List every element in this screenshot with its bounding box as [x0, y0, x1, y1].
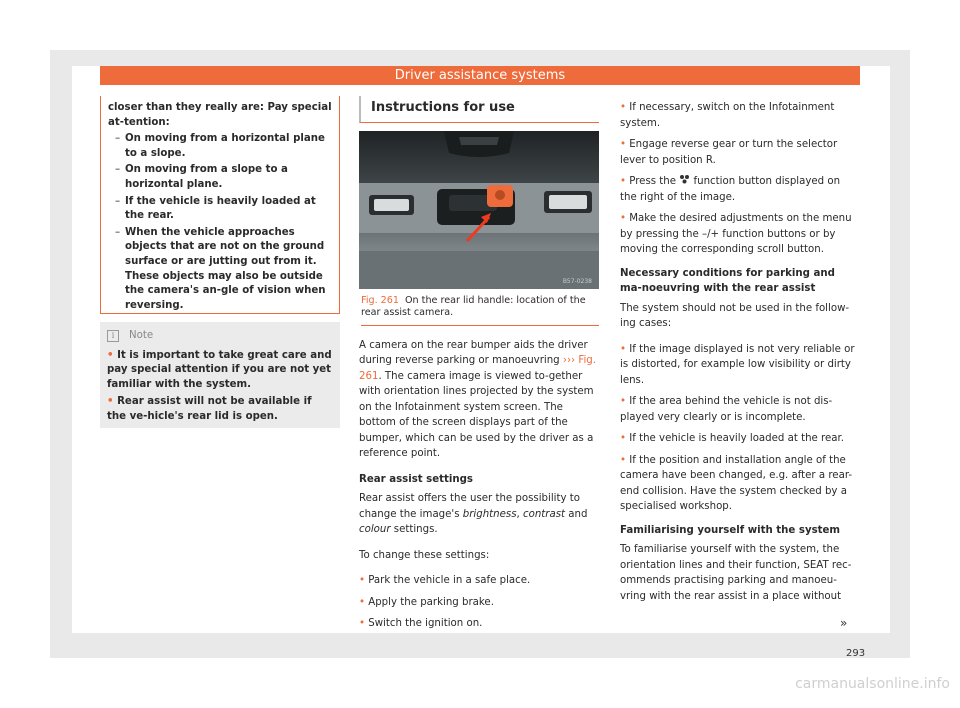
note-box — [100, 322, 340, 428]
familiarise-heading: Familiarising yourself with the system — [620, 524, 841, 536]
condition-text: If the vehicle is heavily loaded at the rear. — [629, 433, 845, 444]
rear-lid-figure — [359, 131, 599, 289]
step-item — [620, 211, 858, 258]
continue-mark: » — [840, 616, 848, 630]
bullet-icon: • — [620, 139, 630, 150]
condition-item — [620, 431, 858, 447]
bullet-icon: • — [620, 343, 630, 355]
term-contrast: contrast — [523, 508, 566, 520]
bullet-icon: • — [107, 349, 118, 361]
paragraph-text: , — [516, 508, 523, 520]
conditions-intro: The system should not be used in the follow-ing cases: — [620, 302, 850, 329]
bullet-icon: • — [359, 618, 369, 629]
column-3 — [620, 100, 858, 614]
condition-item — [620, 394, 858, 425]
step-text: Engage reverse gear or turn the selector lever to position R. — [620, 139, 838, 166]
step-text: If necessary, switch on the Infotainment system. — [620, 102, 835, 129]
info-icon: i — [107, 330, 119, 342]
note-header — [107, 329, 333, 344]
condition-item — [620, 453, 858, 515]
step-text: function button displayed on the right of the image. — [620, 176, 841, 203]
step-item — [620, 100, 858, 131]
warning-item: – On moving from a horizontal plane to a slope. — [125, 132, 332, 161]
step-item — [359, 595, 599, 611]
paragraph-text: Rear assist offers the user the possibility to change the image's — [359, 493, 581, 520]
note-title: Note — [129, 330, 154, 341]
step-item — [620, 174, 858, 205]
bullet-icon: • — [620, 433, 630, 444]
settings-function-icon — [679, 174, 690, 184]
warning-item: – If the vehicle is heavily loaded at the rear. — [125, 195, 332, 224]
warning-lead: closer than they really are: Pay special at-tention: — [108, 102, 332, 128]
condition-text: If the image displayed is not very reliable or is distorted, for example low visibility or dirty lens. — [620, 343, 855, 386]
note-item — [107, 349, 333, 393]
warning-item: – On moving from a slope to a horizontal plane. — [125, 163, 332, 192]
warning-item: – When the vehicle approaches objects that are not on the ground surface or are jutting out from it. These objects may also be outside the camera's an-gle of vision when reversing. — [125, 226, 332, 314]
column-2 — [359, 96, 599, 638]
warning-box — [100, 96, 340, 314]
note-item-text: It is important to take great care and pay special attention if you are not yet familiar with the system. — [107, 349, 332, 390]
bullet-icon: • — [620, 396, 630, 407]
intro-paragraph — [359, 338, 599, 462]
paragraph-text: settings. — [390, 524, 438, 535]
note-item — [107, 395, 333, 424]
figure-reference-link[interactable]: ››› Fig. 261 — [359, 355, 597, 382]
settings-heading: Rear assist settings — [359, 473, 473, 485]
figure-caption — [361, 295, 599, 326]
figure-code: B57-0238 — [562, 277, 592, 285]
warning-list — [108, 132, 332, 313]
bullet-icon: • — [359, 596, 369, 608]
bullet-icon: • — [620, 454, 630, 466]
step-text: Press the — [629, 176, 677, 187]
settings-paragraph — [359, 491, 599, 538]
step-item — [620, 137, 858, 168]
bullet-icon: • — [107, 396, 118, 408]
condition-text: If the area behind the vehicle is not dis-played very clearly or is incomplete. — [620, 396, 833, 423]
step-item — [359, 616, 599, 632]
term-brightness: brightness — [462, 508, 517, 520]
figure-number: Fig. 261 — [361, 294, 399, 306]
familiarise-paragraph: To familiarise yourself with the system, the orientation lines and their function, SEAT rec-ommends practising parking and manoeu-vring with the rear assist in a place without — [620, 544, 852, 602]
change-settings-text: To change these settings: — [359, 549, 490, 561]
step-text: Park the vehicle in a safe place. — [368, 575, 531, 586]
conditions-heading: Necessary conditions for parking and ma-noeuvring with the rear assist — [620, 267, 835, 294]
note-item-text: Rear assist will not be available if the ve-hicle's rear lid is open. — [107, 396, 312, 422]
step-item — [359, 573, 599, 589]
paragraph-text: and — [565, 508, 588, 520]
step-text: Apply the parking brake. — [368, 596, 494, 608]
bullet-icon: • — [620, 213, 630, 224]
footer-watermark: carmanualsonline.info — [795, 676, 950, 692]
figure-caption-text: On the rear lid handle: location of the rear assist camera. — [361, 294, 586, 318]
step-text: Switch the ignition on. — [368, 618, 483, 629]
page-number: 293 — [846, 648, 866, 659]
paragraph-text: A camera on the rear bumper aids the driver during reverse parking or manoeuvring — [359, 339, 588, 366]
rear-lid-illustration — [359, 131, 599, 289]
condition-text: If the position and installation angle of the camera have been changed, e.g. after a rear-end collision. Have the system checked by a specialised workshop. — [620, 454, 853, 512]
condition-item — [620, 342, 858, 389]
section-title: Instructions for use — [359, 96, 599, 123]
bullet-icon: • — [359, 575, 369, 586]
paragraph-text: . The camera image is viewed to-gether with orientation lines projected by the system on the Infotainment system screen. The bottom of the screen displays part of the bumper, which can be used by the driver as a reference point. — [359, 370, 594, 459]
page-header: Driver assistance systems — [100, 66, 860, 85]
bullet-icon: • — [620, 176, 630, 187]
step-text: Make the desired adjustments on the menu by pressing the –/+ function buttons or by moving the corresponding scroll button. — [620, 213, 852, 255]
term-colour: colour — [359, 524, 391, 535]
bullet-icon: • — [620, 102, 630, 113]
